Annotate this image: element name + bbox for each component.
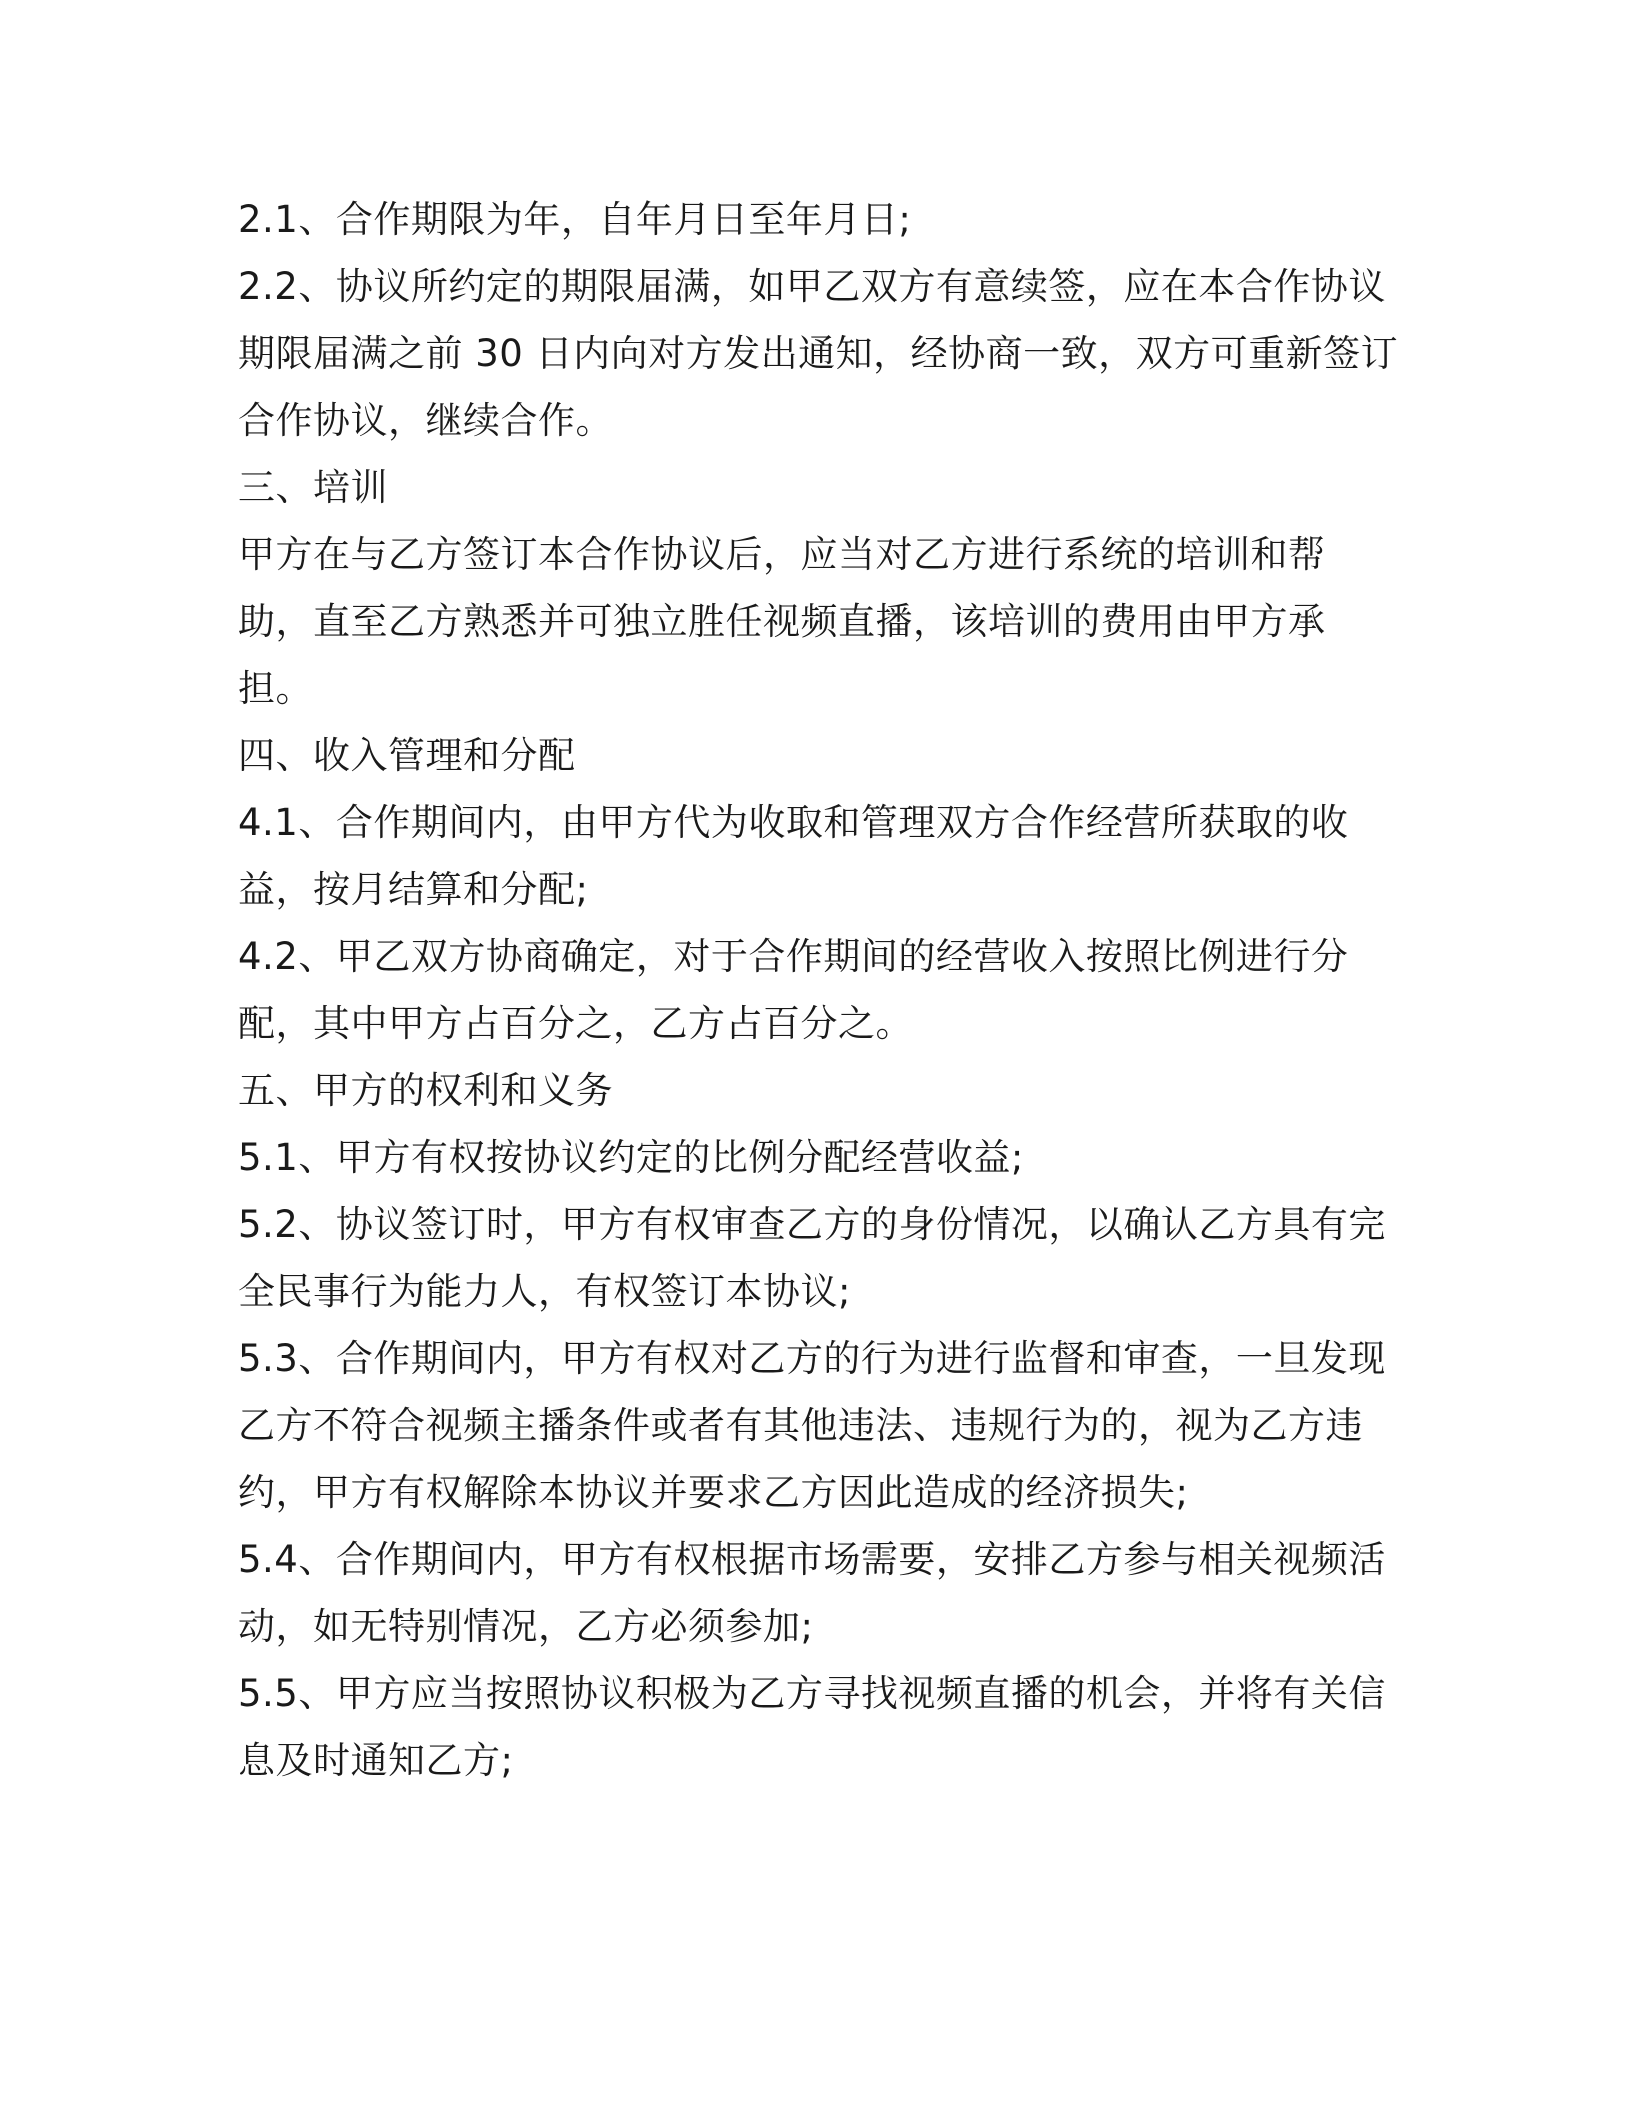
- text-line: 担。: [238, 667, 313, 710]
- text-line: 助，直至乙方熟悉并可独立胜任视频直播，该培训的费用由甲方承: [238, 600, 1326, 643]
- text-line: 甲方在与乙方签订本合作协议后，应当对乙方进行系统的培训和帮: [238, 533, 1326, 576]
- text-line: 约，甲方有权解除本协议并要求乙方因此造成的经济损失;: [238, 1471, 1189, 1514]
- text-line: 乙方不符合视频主播条件或者有其他违法、违规行为的，视为乙方违: [238, 1404, 1363, 1447]
- text-line-clause-5-2: 5.2、协议签订时，甲方有权审查乙方的身份情况，以确认乙方具有完: [238, 1203, 1386, 1246]
- section-heading-training: 三、培训: [238, 466, 388, 509]
- text-line-clause-2-1: 2.1、合作期限为年，自年月日至年月日;: [238, 198, 912, 241]
- text-line: 动，如无特别情况，乙方必须参加;: [238, 1605, 814, 1648]
- text-line: 配，其中甲方占百分之，乙方占百分之。: [238, 1002, 913, 1045]
- text-line-clause-2-2: 2.2、协议所约定的期限届满，如甲乙双方有意续签，应在本合作协议: [238, 265, 1386, 308]
- text-line-clause-5-5: 5.5、甲方应当按照协议积极为乙方寻找视频直播的机会，并将有关信: [238, 1672, 1386, 1715]
- text-line-clause-5-4: 5.4、合作期间内，甲方有权根据市场需要，安排乙方参与相关视频活: [238, 1538, 1386, 1581]
- text-line-clause-5-3: 5.3、合作期间内，甲方有权对乙方的行为进行监督和审查，一旦发现: [238, 1337, 1386, 1380]
- text-line: 益，按月结算和分配;: [238, 868, 589, 911]
- text-line: 合作协议，继续合作。: [238, 399, 613, 442]
- text-line: 息及时通知乙方;: [238, 1739, 514, 1782]
- section-heading-income: 四、收入管理和分配: [238, 734, 576, 777]
- text-line-clause-4-1: 4.1、合作期间内，由甲方代为收取和管理双方合作经营所获取的收: [238, 801, 1349, 844]
- text-line-clause-5-1: 5.1、甲方有权按协议约定的比例分配经营收益;: [238, 1136, 1024, 1179]
- text-line: 全民事行为能力人，有权签订本协议;: [238, 1270, 851, 1313]
- document-body: [238, 186, 1398, 1794]
- section-heading-party-a-rights: 五、甲方的权利和义务: [238, 1069, 613, 1112]
- text-line-clause-4-2: 4.2、甲乙双方协商确定，对于合作期间的经营收入按照比例进行分: [238, 935, 1349, 978]
- text-line: 期限届满之前 30 日内向对方发出通知，经协商一致，双方可重新签订: [238, 332, 1399, 375]
